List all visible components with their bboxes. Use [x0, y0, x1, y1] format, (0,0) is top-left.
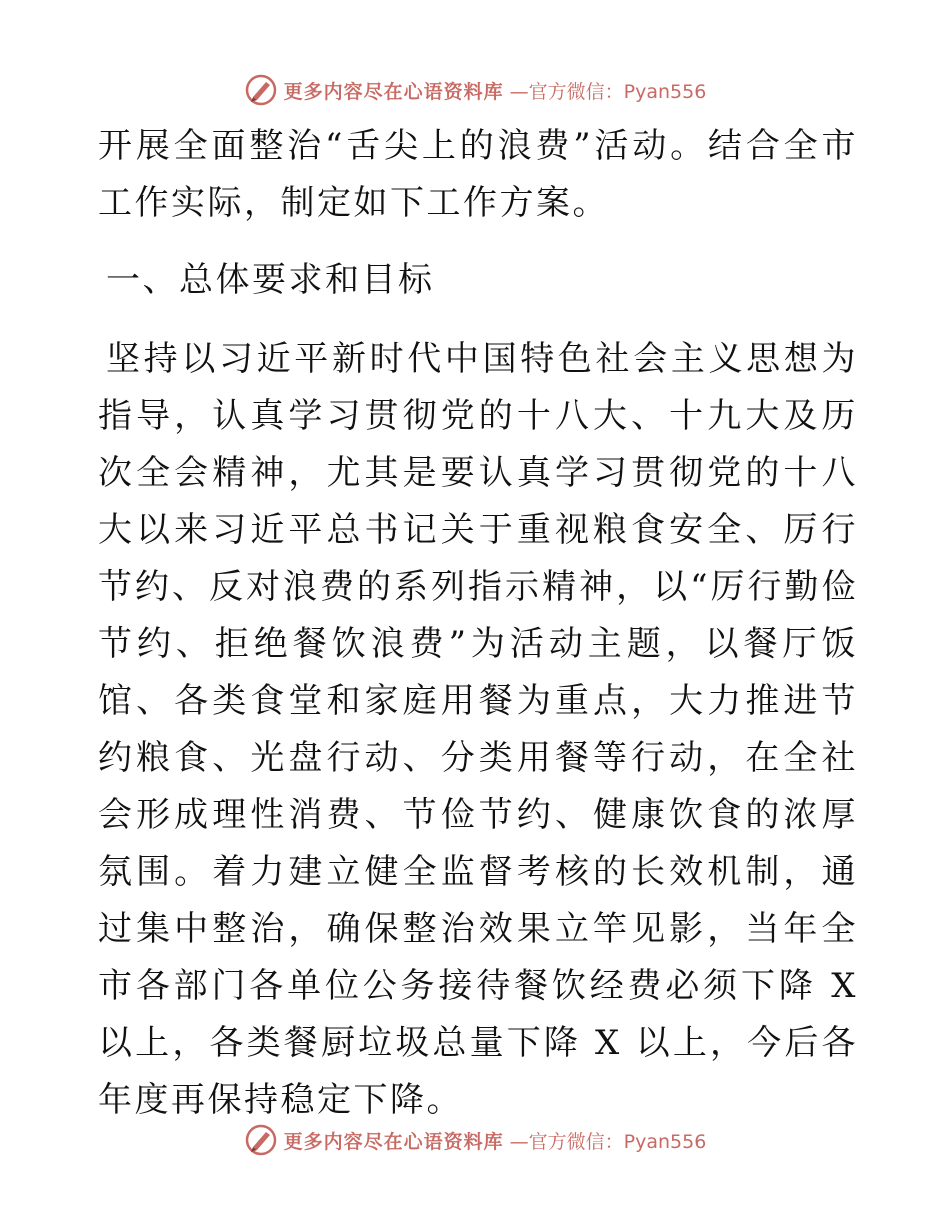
pen-logo-icon — [244, 73, 278, 107]
watermark-brand: 更多内容尽在心语资料库 — [283, 1130, 504, 1153]
body-paragraph: 坚持以习近平新时代中国特色社会主义思想为指导，认真学习贯彻党的十八大、十九大及历次全会精神，尤其是要认真学习贯彻党的十八大以来习近平总书记关于重视粮食安全、厉行节约、反对浪费的系列指示精神，以“厉行勤俭节约、拒绝餐饮浪费”为活动主题，以餐厅饭馆、各类食堂和家庭用餐为重点，大力推进节约粮食、光盘行动、分类用餐等行动，在全社会形成理性消费、节俭节约、健康饮食的浓厚氛围。着力建立健全监督考核的长效机制，通过集中整治，确保整治效果立竿见影，当年全市各部门各单位公务接待餐饮经费必须下降 X 以上，各类餐厨垃圾总量下降 X 以上，今后各年度再保持稳定下降。 — [98, 339, 858, 1120]
section-heading: 一、总体要求和目标 — [106, 260, 435, 300]
watermark-contact: —官方微信：Pyan556 — [509, 80, 707, 103]
watermark-contact: —官方微信：Pyan556 — [509, 1130, 707, 1153]
document-body — [98, 118, 858, 1129]
pen-logo-icon — [244, 1123, 278, 1157]
watermark-brand: 更多内容尽在心语资料库 — [283, 80, 504, 103]
footer-watermark — [0, 1120, 950, 1160]
header-watermark — [0, 70, 950, 110]
intro-paragraph: 开展全面整治“舌尖上的浪费”活动。结合全市工作实际，制定如下工作方案。 — [98, 126, 858, 223]
